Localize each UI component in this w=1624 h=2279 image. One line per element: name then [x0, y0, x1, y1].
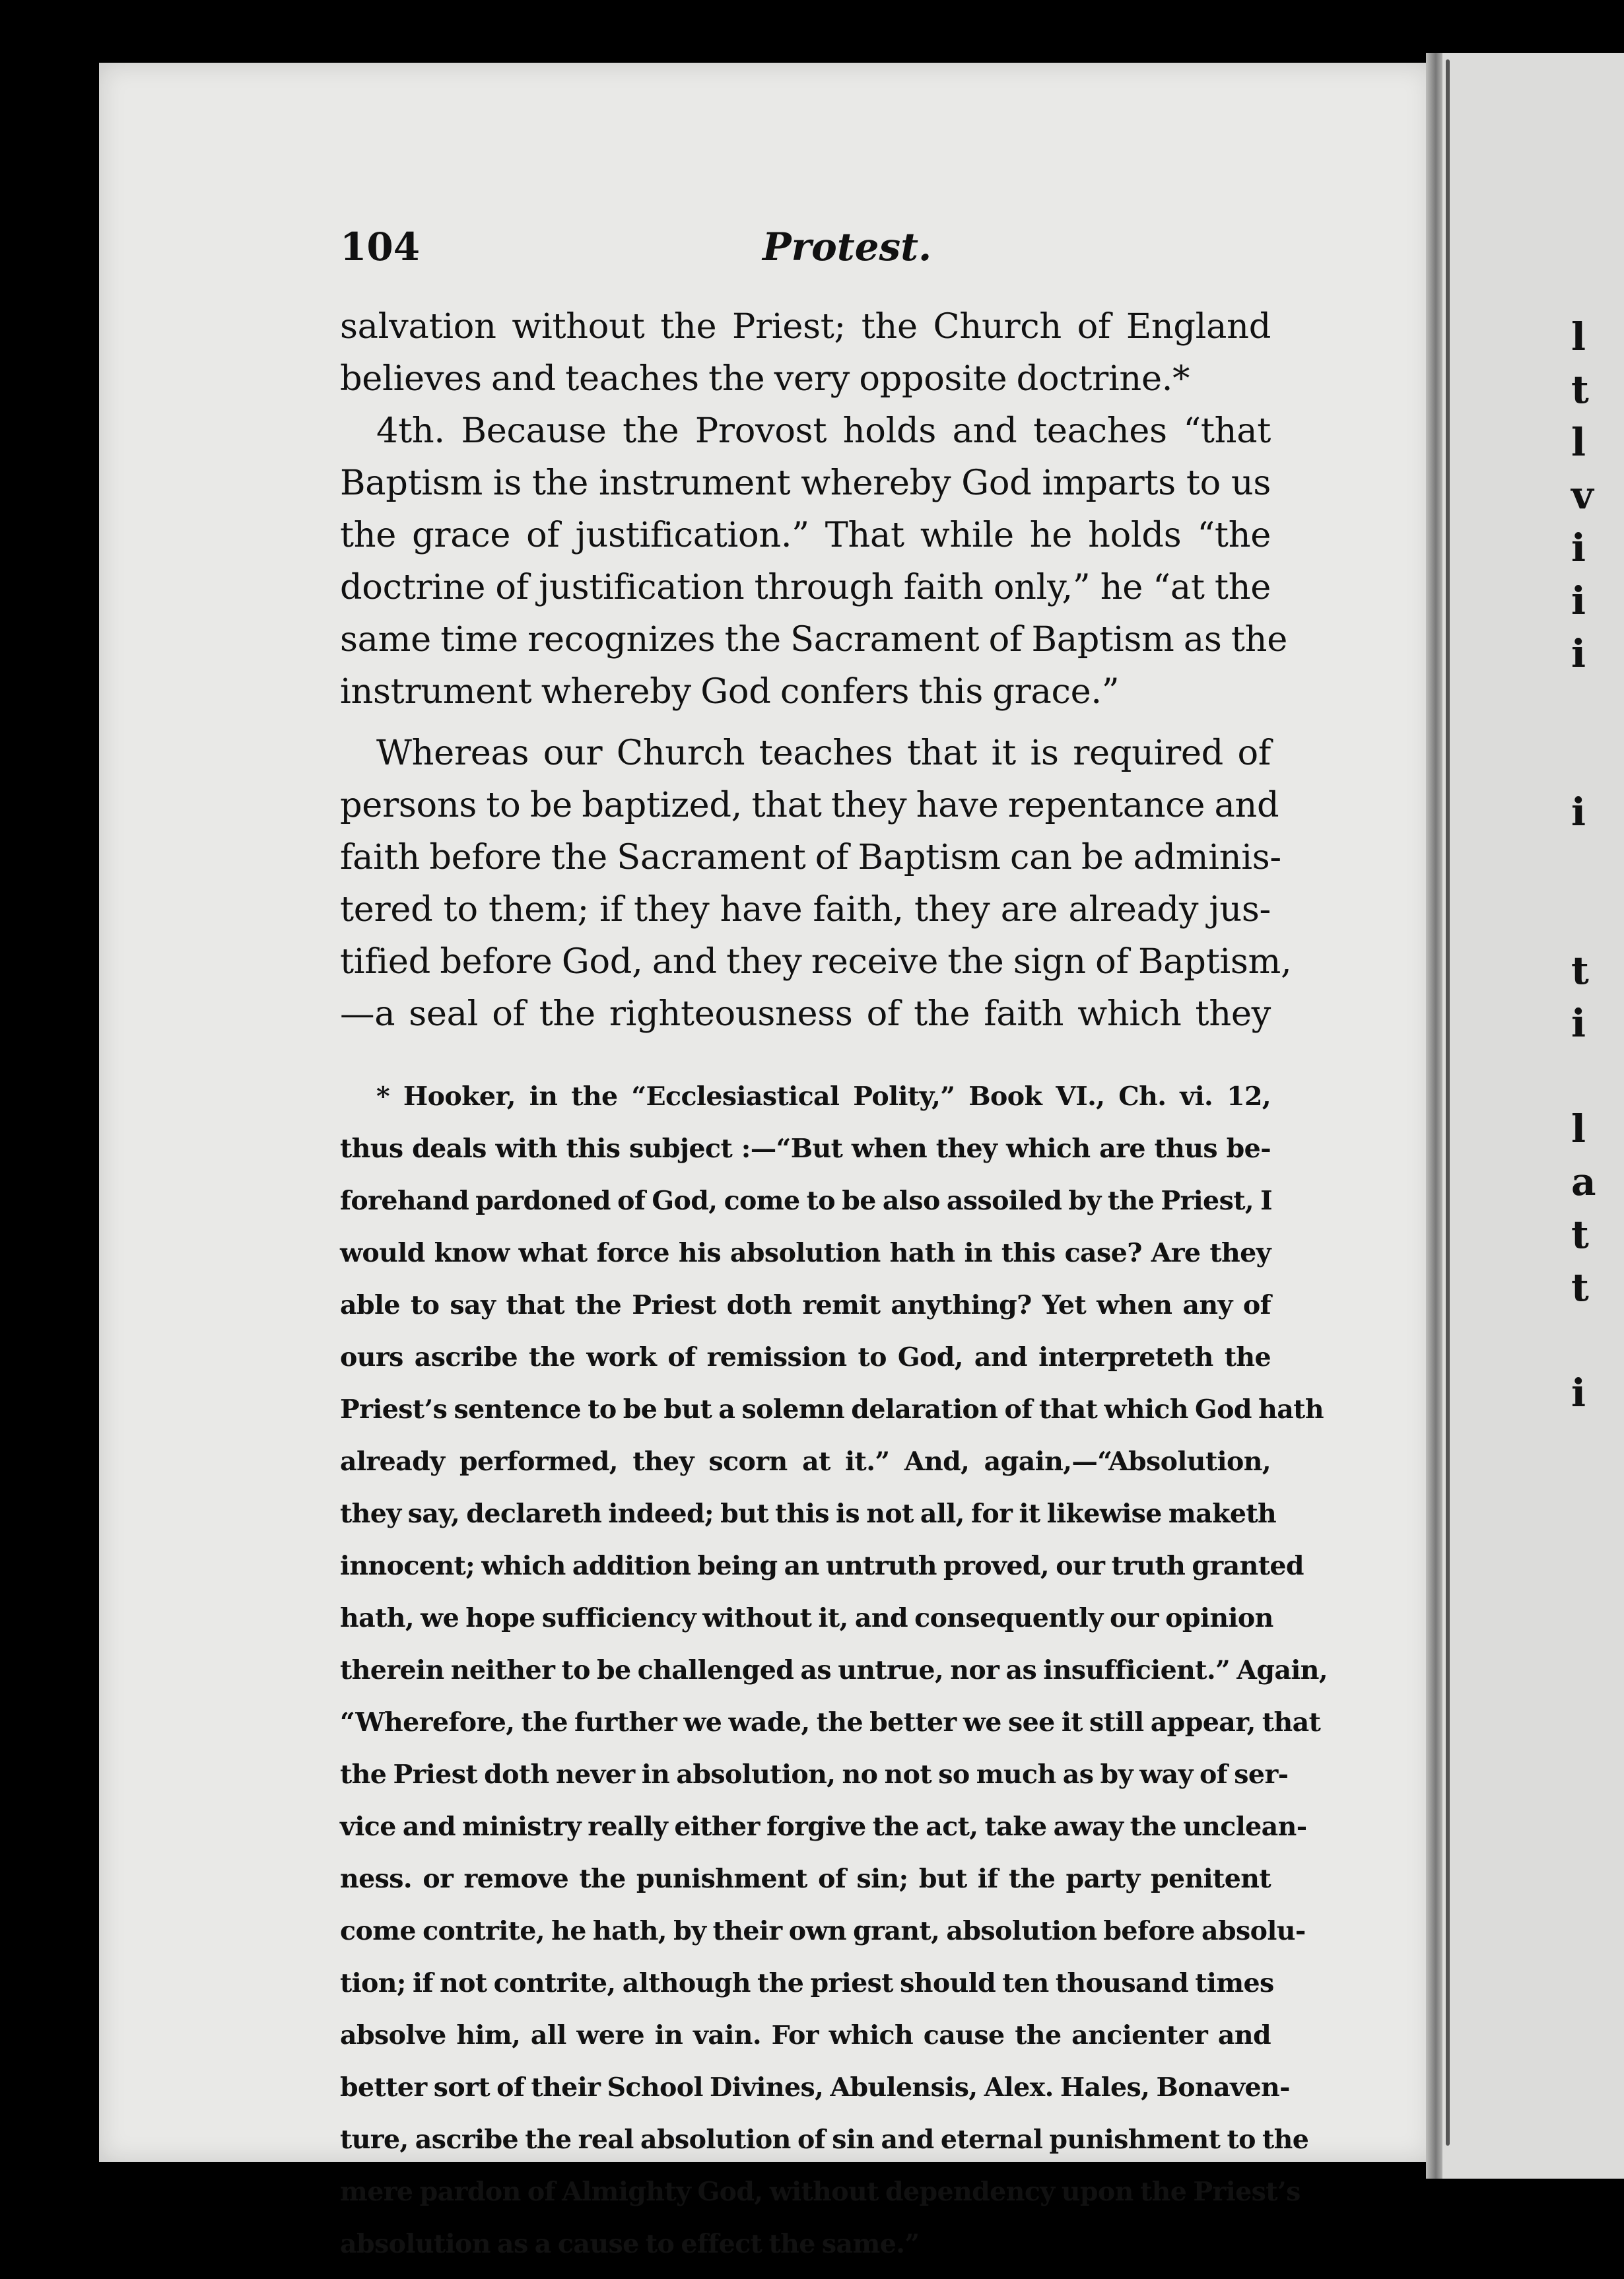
facing-page-letter: t	[1571, 367, 1589, 412]
body-line: —a seal of the righteousness of the faith which they	[340, 994, 1271, 1034]
footnote-line: the Priest doth never in absolution, no not so much as by way of ser-	[340, 1759, 1289, 1790]
body-line: Whereas our Church teaches that it is required of	[376, 733, 1271, 773]
footnote-line: able to say that the Priest doth remit anything? Yet when any of	[340, 1290, 1271, 1320]
footnote-line: come contrite, he hath, by their own grant, absolution before absolu-	[340, 1916, 1306, 1946]
footnote-line: thus deals with this subject :—“But when they which are thus be-	[340, 1134, 1271, 1164]
footnote-line: ture, ascribe the real absolution of sin and eternal punishment to the	[340, 2125, 1309, 2155]
footnote-line: vice and ministry really either forgive the act, take away the unclean-	[340, 1812, 1307, 1842]
facing-page-letter: a	[1571, 1159, 1596, 1204]
facing-page-letter	[1571, 1050, 1624, 1103]
facing-page-letter: i	[1571, 526, 1586, 570]
page-header	[340, 224, 1271, 277]
footnote-line: would know what force his absolution hath in this case? Are they	[340, 1238, 1271, 1268]
footnote-line: already performed, they scorn at it.” And, again,—“Absolution,	[340, 1446, 1271, 1477]
footnote-line: absolve him, all were in vain. For which cause the ancienter and	[340, 2020, 1271, 2051]
footnote-line: better sort of their School Divines, Abulensis, Alex. Hales, Bonaven-	[340, 2072, 1290, 2103]
body-line: the grace of justification.” That while he holds “the	[340, 515, 1271, 555]
page-number: 104	[340, 224, 421, 269]
body-line: salvation without the Priest; the Church of England	[340, 306, 1271, 347]
facing-page-letter	[1571, 1314, 1624, 1367]
facing-page-letter: l	[1571, 420, 1586, 465]
footnote	[340, 1079, 1328, 2279]
footnote-line: absolution as a cause to effect the same.”	[340, 2229, 920, 2259]
body-line: doctrine of justification through faith only,” he “at the	[340, 567, 1271, 607]
footnote-line: forehand pardoned of God, come to be also assoiled by the Priest, I	[340, 1186, 1273, 1216]
facing-page-letter	[1571, 891, 1624, 944]
facing-page-letter: i	[1571, 790, 1586, 834]
body-line: tified before God, and they receive the sign of Baptism,	[340, 941, 1292, 982]
facing-page-edge	[1446, 59, 1450, 2146]
footnote-line: ness. or remove the punishment of sin; but if the party penitent	[340, 1864, 1271, 1894]
body-line: Baptism is the instrument whereby God imparts to us	[340, 463, 1271, 503]
facing-page-letter: i	[1571, 1371, 1586, 1415]
facing-page-letter: t	[1571, 1265, 1589, 1310]
footnote-line: they say, declareth indeed; but this is not all, for it likewise maketh	[340, 1499, 1277, 1529]
footnote-line: innocent; which addition being an untruth proved, our truth granted	[340, 1551, 1304, 1581]
facing-page-letter	[1571, 733, 1624, 786]
running-title: Protest.	[762, 224, 932, 269]
footnote-line: ours ascribe the work of remission to God, and interpreteth the	[340, 1342, 1271, 1373]
facing-page-letter: l	[1571, 314, 1586, 359]
facing-page-letter: i	[1571, 631, 1586, 676]
body-text	[340, 300, 1292, 1040]
facing-page-text	[1571, 310, 1624, 1419]
body-line: believes and teaches the very opposite doctrine.*	[340, 358, 1190, 399]
facing-page-letter: i	[1571, 1001, 1586, 1046]
footnote-line: therein neither to be challenged as untrue, nor as insufficient.” Again,	[340, 1655, 1328, 1685]
facing-page-letter: t	[1571, 948, 1589, 993]
facing-page-letter	[1571, 680, 1624, 733]
footnote-line: Priest’s sentence to be but a solemn delaration of that which God hath	[340, 1394, 1324, 1425]
facing-page-letter	[1571, 838, 1624, 891]
facing-page-letter: t	[1571, 1212, 1589, 1257]
footnote-line: * Hooker, in the “Ecclesiastical Polity,” Book VI., Ch. vi. 12,	[376, 1081, 1271, 1112]
body-line: faith before the Sacrament of Baptism can be adminis-	[340, 837, 1281, 877]
footnote-line: mere pardon of Almighty God, without dependency upon the Priest’s	[340, 2177, 1301, 2207]
body-line: tered to them; if they have faith, they are already jus-	[340, 889, 1271, 930]
footnote-line: “Wherefore, the further we wade, the better we see it still appear, that	[340, 1707, 1321, 1738]
body-line: same time recognizes the Sacrament of Baptism as the	[340, 619, 1287, 660]
facing-page-letter: l	[1571, 1106, 1586, 1151]
body-line: instrument whereby God confers this grace.”	[340, 671, 1120, 712]
facing-page-letter: i	[1571, 578, 1586, 623]
body-line: persons to be baptized, that they have repentance and	[340, 785, 1279, 825]
footnote-line: hath, we hope sufficiency without it, and consequently our opinion	[340, 1603, 1273, 1633]
facing-page-letter: v	[1571, 473, 1594, 518]
footnote-line: tion; if not contrite, although the priest should ten thousand times	[340, 1968, 1274, 1998]
body-line: 4th. Because the Provost holds and teaches “that	[376, 411, 1271, 451]
